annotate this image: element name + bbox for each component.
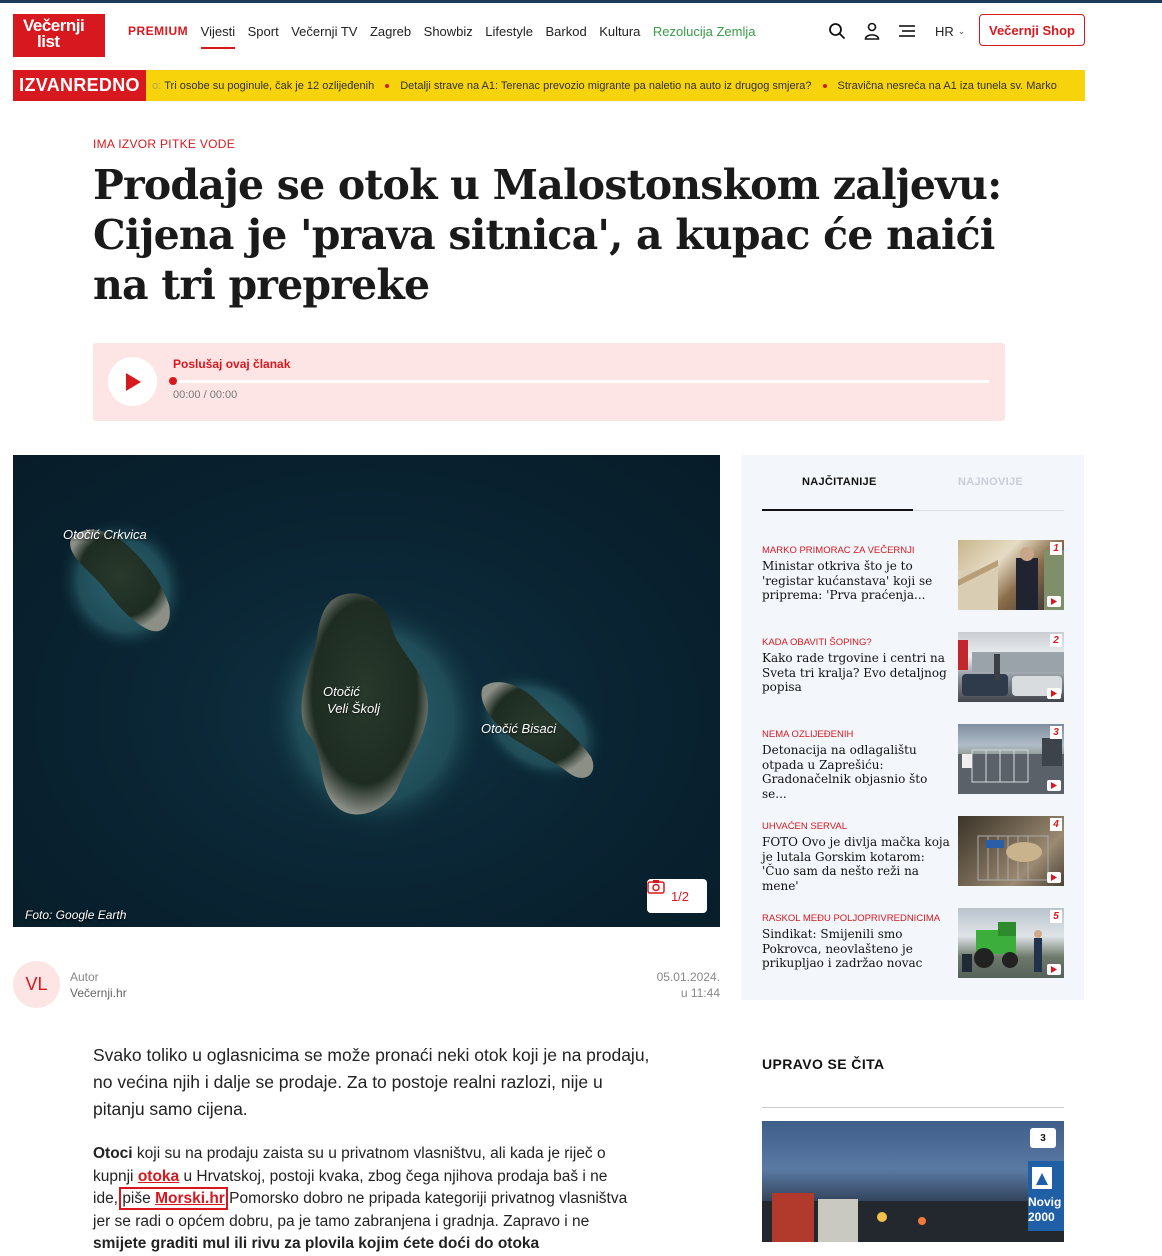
publish-date-time: u 11:44 (680, 986, 720, 1000)
breaking-news-bar (13, 70, 1085, 101)
para-text: u Hrvatskoj, postoji kvaka, zbog čega njihova prodaja baš i ne ide, (93, 1167, 608, 1207)
para-text: piše (122, 1190, 156, 1207)
nav-kultura[interactable]: Kultura (599, 23, 641, 39)
gallery-counter: 1/2 (670, 888, 690, 904)
camera-icon (647, 879, 665, 894)
nav-barkod[interactable]: Barkod (545, 23, 587, 39)
para-text: koji su na prodaju zaista su u privatnom vlasništvu, ali kada je riječ o kupnji (93, 1145, 606, 1185)
video-icon (1047, 596, 1061, 607)
sidebar-article[interactable] (762, 913, 1064, 983)
rank-number: 4 (1050, 818, 1062, 831)
site-logo[interactable] (13, 14, 105, 57)
rank-number: 3 (1050, 726, 1062, 739)
island-label-crkvica: Otočić Crkvica (63, 527, 147, 542)
island-label-otocic: Otočić (323, 684, 360, 699)
ticker-dot (823, 84, 827, 88)
sidebar-article-kicker: RASKOL MEĐU POLJOPRIVREDNICIMA (762, 913, 941, 924)
article-kicker: IMA IZVOR PITKE VODE (93, 137, 236, 151)
nav-vijesti[interactable]: Vijesti (200, 23, 236, 39)
comment-count-badge: 3 (1030, 1128, 1056, 1148)
nav-premium[interactable]: PREMIUM (128, 24, 189, 38)
sidebar-article-kicker: NEMA OZLIJEĐENIH (762, 729, 854, 740)
sidebar-article-title[interactable]: Ministar otkriva što je to 'registar kućanstava' koji se priprema: 'Prva praćenja... (762, 559, 933, 602)
sidebar-most-read (741, 455, 1084, 1000)
nav-vecernji-tv[interactable]: Večernji TV (291, 23, 358, 39)
audio-total-time: 00:00 (209, 389, 238, 401)
road-sign-text: Novig 2000 (1028, 1195, 1062, 1224)
para-bold-otoci: Otoci (93, 1145, 133, 1162)
play-button[interactable] (108, 357, 157, 406)
audio-time-separator: / (203, 389, 207, 401)
ticker-item[interactable]: Stravična nesreća na A1 iza tunela sv. Marko (837, 79, 1057, 92)
tab-underline (762, 509, 913, 511)
link-otoka[interactable]: otoka (137, 1167, 180, 1185)
video-icon (1047, 780, 1061, 791)
para-text: Zapravo i ne (503, 1212, 590, 1230)
link-morski-hr[interactable]: Morski.hr (155, 1190, 225, 1207)
nav-zagreb[interactable]: Zagreb (369, 23, 412, 39)
sidebar-tabs (762, 473, 1064, 511)
video-icon (1047, 688, 1061, 699)
sidebar-article[interactable] (762, 637, 1064, 707)
ticker-dot (385, 84, 389, 88)
search-icon[interactable] (827, 21, 847, 41)
image-credit: Foto: Google Earth (25, 908, 127, 922)
ticker-fade: o: (152, 79, 162, 92)
ticker-item[interactable]: Detalji strave na A1: Terenac prevozio migrante pa naletio na auto iz drugog smjera? (400, 79, 812, 92)
breaking-label: IZVANREDNO (13, 70, 146, 101)
tab-najcitanije[interactable]: NAJČITANIJE (802, 476, 877, 488)
site-header (13, 14, 1085, 57)
main-nav (128, 23, 768, 39)
ticker-item[interactable]: Tri osobe su poginule, čak je 12 ozlijeđenih (164, 79, 375, 92)
breaking-ticker (146, 80, 1057, 92)
sidebar-article[interactable] (762, 545, 1064, 615)
sidebar-article-kicker: KADA OBAVITI ŠOPING? (762, 637, 872, 648)
upravo-divider (762, 1107, 1064, 1108)
sidebar-article-thumb[interactable] (958, 724, 1064, 794)
rank-number: 5 (1050, 910, 1062, 923)
top-accent-line (0, 0, 1162, 3)
publish-date (620, 969, 720, 1001)
thumb-photo (762, 1121, 1064, 1242)
header-tools (827, 21, 965, 41)
sidebar-article-thumb[interactable] (958, 540, 1064, 610)
nav-sport[interactable]: Sport (247, 23, 279, 39)
video-icon (1047, 964, 1061, 975)
shop-button[interactable]: Večernji Shop (979, 14, 1085, 46)
sidebar-article-title[interactable]: FOTO Ovo je divlja mačka koja je lutala Gorskim kotarom: 'Čuo sam da nešto reži na mene' (762, 835, 950, 893)
user-icon[interactable] (862, 21, 882, 41)
island-label-bisaci: Otočić Bisaci (481, 721, 557, 736)
para-bold: smijete graditi mul ili rivu za plovila kojim ćete doći do otoka (93, 1235, 540, 1252)
article-paragraph (93, 1143, 633, 1256)
article-lead: Svako toliko u oglasnicima se može pronaći neki otok koji je na prodaju, no većina njih i dalje se prodaje. Za to postoje realni razlozi, nije u pitanju samo cijena. (93, 1045, 650, 1119)
para-text: Pomorsko dobro ne pripada kategoriji privatnog vlasništva jer se radi o općem dobru, pa je tamo zabranjena i gradnja. (93, 1190, 628, 1230)
audio-title: Poslušaj ovaj članak (173, 357, 291, 371)
author-label: Autor (70, 970, 99, 984)
sidebar-article-thumb[interactable] (958, 632, 1064, 702)
audio-time (173, 389, 237, 401)
audio-progress-knob[interactable] (169, 377, 177, 385)
sidebar-article-thumb[interactable] (958, 816, 1064, 886)
tab-najnovije[interactable]: NAJNOVIJE (958, 476, 1024, 488)
video-icon (1047, 872, 1061, 883)
sidebar-article[interactable] (762, 821, 1064, 891)
logo-line-1: Večernji (23, 16, 85, 35)
sidebar-article[interactable] (762, 729, 1064, 799)
rank-number: 1 (1050, 542, 1062, 555)
article-title: Prodaje se otok u Malostonskom zaljevu: Cijena je 'prava sitnica', a kupac će naići na tri prepreke (93, 161, 1002, 309)
logo-line-2: list (37, 32, 60, 51)
island-label-veli-skolj: Veli Školj (327, 701, 380, 716)
chevron-down-icon: ⌄ (957, 25, 966, 36)
nav-showbiz[interactable]: Showbiz (423, 23, 473, 39)
highlight-box (122, 1190, 225, 1207)
sidebar-article-title[interactable]: Detonacija na odlagalištu otpada u Zaprešiću: Gradonačelnik objasnio što se... (762, 743, 928, 801)
author-name[interactable]: Večernji.hr (70, 986, 127, 1000)
audio-current-time: 00:00 (173, 389, 201, 401)
sidebar-article-kicker: UHVAĆEN SERVAL (762, 821, 847, 832)
satellite-image (13, 455, 720, 927)
sidebar-article-title[interactable]: Kako rade trgovine i centri na Sveta tri kralja? Evo detaljnog popisa (762, 651, 947, 694)
sidebar-article-title[interactable]: Sindikat: Smijenili smo Pokrovca, neovlašteno je prikupljao i zadržao novac (762, 927, 923, 970)
language-label: HR (935, 23, 954, 39)
rank-number: 2 (1050, 634, 1062, 647)
gallery-button[interactable] (647, 879, 707, 913)
upravo-article-image[interactable] (762, 1121, 1064, 1242)
audio-progress-track[interactable] (173, 380, 989, 383)
audio-player (93, 343, 1005, 421)
menu-icon[interactable] (897, 21, 917, 41)
language-select[interactable] (935, 24, 965, 39)
sidebar-article-kicker: MARKO PRIMORAC ZA VEČERNJI (762, 545, 915, 556)
play-icon (124, 372, 142, 392)
nav-lifestyle[interactable]: Lifestyle (485, 23, 533, 39)
upravo-se-cita-heading: UPRAVO SE ČITA (762, 1056, 885, 1072)
publish-date-day: 05.01.2024. (656, 970, 720, 984)
nav-rezolucija-zemlja[interactable]: Rezolucija Zemlja (652, 23, 756, 39)
sidebar-article-thumb[interactable] (958, 908, 1064, 978)
hero-image[interactable] (13, 455, 720, 927)
author-avatar[interactable]: VL (13, 961, 60, 1008)
